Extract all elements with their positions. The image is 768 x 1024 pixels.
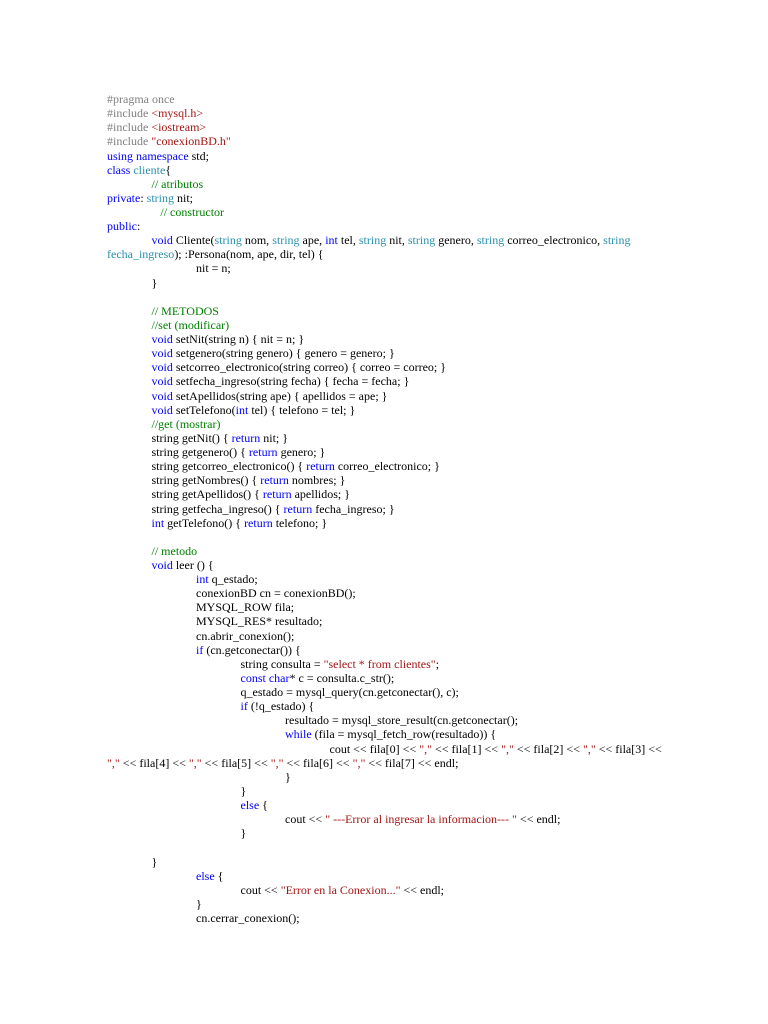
- code-line: [107, 756, 458, 770]
- code-token-default: MYSQL_ROW fila;: [196, 600, 295, 615]
- code-token-default: correo_electronico,: [504, 233, 604, 248]
- code-token-type: cliente: [133, 162, 166, 177]
- code-token-default: << fila[4] <<: [119, 755, 189, 770]
- code-token-default: setcorreo_electronico(string correo) { correo = correo; }: [172, 360, 447, 375]
- code-line: [241, 671, 395, 685]
- code-token-default: apellidos; }: [291, 487, 350, 502]
- code-line: [107, 219, 140, 233]
- code-token-type: string: [603, 233, 631, 248]
- code-line: [107, 191, 193, 205]
- code-token-keyword: else: [240, 798, 260, 812]
- code-line: [152, 332, 305, 346]
- code-token-default: }: [151, 854, 158, 869]
- code-token-default: {: [259, 798, 268, 812]
- code-token-default: setNit(string n) { nit = n; }: [172, 332, 305, 346]
- code-line: [107, 106, 203, 120]
- code-line: [285, 727, 496, 741]
- code-token-default: :: [137, 219, 141, 234]
- code-token-keyword: void: [151, 388, 173, 403]
- code-line: [152, 374, 410, 388]
- code-token-type: string: [146, 190, 175, 205]
- code-token-string: ",": [352, 755, 366, 770]
- code-line: [107, 163, 171, 177]
- code-line: [196, 572, 258, 586]
- code-token-default: setApellidos(string ape) { apellidos = ape; }: [172, 388, 388, 403]
- code-token-default: leer () {: [172, 558, 214, 572]
- code-token-default: genero; }: [277, 445, 326, 459]
- code-token-default: nit;: [174, 190, 194, 205]
- code-token-default: std;: [188, 148, 209, 163]
- code-token-keyword: const: [240, 670, 266, 685]
- code-token-type: fecha_ingreso: [107, 247, 175, 262]
- code-line: [152, 318, 230, 332]
- code-line: [152, 473, 346, 487]
- code-token-type: string: [407, 233, 436, 248]
- code-line: [107, 120, 206, 134]
- code-token-default: << fila[2] <<: [513, 741, 583, 756]
- code-token-default: }: [240, 783, 247, 798]
- code-token-default: string getApellidos() {: [151, 487, 263, 502]
- code-line: [152, 233, 631, 247]
- code-token-keyword: return: [248, 445, 278, 459]
- code-token-preprocessor: #include: [107, 106, 152, 121]
- code-line: [196, 614, 322, 628]
- code-line: [196, 586, 356, 600]
- code-token-default: {: [165, 162, 172, 177]
- code-token-comment: // metodo: [151, 543, 198, 558]
- code-line: [152, 431, 289, 445]
- code-line: [196, 897, 202, 911]
- code-token-string: ",": [501, 741, 514, 756]
- code-token-string: ",": [419, 741, 433, 756]
- code-token-default: fecha_ingreso; }: [312, 501, 395, 516]
- code-line: [152, 417, 221, 431]
- code-line: [152, 304, 219, 318]
- code-token-default: setgenero(string genero) { genero = genero; }: [172, 346, 395, 361]
- code-token-string: <iostream>: [151, 120, 207, 135]
- code-line: [241, 657, 440, 671]
- code-line: [152, 516, 328, 530]
- code-line: [152, 855, 158, 869]
- code-token-string: ",": [582, 741, 596, 756]
- code-token-type: string: [214, 233, 242, 248]
- code-token-default: conexionBD cn = conexionBD();: [196, 586, 356, 601]
- code-token-default: (fila = mysql_fetch_row(resultado)) {: [311, 727, 497, 742]
- code-token-keyword: class: [107, 162, 131, 177]
- code-token-keyword: void: [151, 346, 173, 361]
- code-token-default: cn.cerrar_conexion();: [196, 911, 300, 925]
- code-line: [152, 459, 440, 473]
- code-token-default: cout <<: [285, 812, 326, 827]
- code-token-default: nit = n;: [196, 261, 231, 276]
- code-token-default: tel) { telefono = tel; }: [248, 402, 356, 417]
- code-token-default: correo_electronico; }: [334, 459, 440, 474]
- code-token-default: string getcorreo_electronico() {: [151, 459, 307, 474]
- code-line: [241, 826, 247, 840]
- code-token-default: :: [140, 190, 147, 205]
- code-token-string: " ---Error al ingresar la informacion--- ": [325, 812, 517, 827]
- code-token-default: q_estado = mysql_query(cn.getconectar(), c);: [240, 685, 459, 699]
- code-token-comment: // atributos: [151, 176, 204, 191]
- code-token-default: string getfecha_ingreso() {: [151, 501, 284, 516]
- code-token-keyword: return: [283, 501, 313, 516]
- code-line: [196, 869, 223, 883]
- code-line: [330, 742, 662, 756]
- code-token-keyword: char: [268, 670, 290, 685]
- code-token-keyword: void: [151, 360, 173, 375]
- code-line: [241, 883, 445, 897]
- code-token-keyword: else: [196, 868, 215, 883]
- code-token-comment: //set (modificar): [151, 317, 230, 332]
- code-token-keyword: private: [107, 190, 141, 205]
- code-token-keyword: int: [235, 402, 249, 417]
- code-token-default: nom,: [241, 233, 273, 248]
- code-token-keyword: return: [262, 487, 292, 502]
- code-token-default: }: [285, 769, 291, 784]
- code-token-default: << fila[1] <<: [432, 741, 502, 756]
- code-token-default: << fila[5] <<: [201, 755, 271, 770]
- code-token-default: nit; }: [260, 430, 289, 445]
- code-token-preprocessor: #include: [107, 120, 152, 135]
- code-token-keyword: using namespace: [107, 148, 189, 163]
- code-token-string: <mysql.h>: [151, 106, 204, 121]
- code-token-type: string: [476, 233, 505, 248]
- code-token-string: ",": [270, 755, 284, 770]
- code-token-default: ;: [435, 656, 440, 671]
- code-token-default: setfecha_ingreso(string fecha) { fecha = fecha; }: [172, 374, 410, 389]
- code-line: [152, 502, 395, 516]
- code-token-type: string: [272, 233, 300, 248]
- code-token-default: setTelefono(: [172, 402, 236, 417]
- code-token-keyword: public: [107, 219, 137, 234]
- code-line: [107, 149, 209, 163]
- code-line: [241, 784, 247, 798]
- code-token-keyword: if: [196, 642, 204, 657]
- code-token-default: resultado = mysql_store_result(cn.getconectar();: [285, 713, 519, 728]
- code-line: [160, 205, 224, 219]
- code-token-default: string getNit() {: [151, 430, 232, 445]
- code-token-keyword: return: [260, 473, 289, 488]
- code-line: [241, 699, 315, 713]
- code-line: [196, 643, 301, 657]
- code-token-keyword: while: [285, 727, 312, 742]
- code-line: [107, 134, 231, 148]
- code-line: [152, 346, 395, 360]
- code-token-keyword: void: [151, 332, 173, 346]
- code-line: [285, 770, 291, 784]
- code-token-default: ); :Persona(nom, ape, dir, tel) {: [174, 247, 324, 262]
- code-token-default: ape,: [299, 233, 326, 248]
- code-token-default: << fila[3] <<: [595, 741, 662, 756]
- code-line: [152, 276, 158, 290]
- code-line: [241, 798, 268, 812]
- code-line: [196, 629, 294, 643]
- code-line: [152, 544, 198, 558]
- code-token-string: "select * from clientes": [323, 656, 436, 671]
- code-token-comment: // METODOS: [151, 303, 219, 318]
- code-token-default: string getNombres() {: [151, 473, 261, 488]
- code-token-default: (!q_estado) {: [247, 699, 315, 714]
- code-line: [241, 685, 459, 699]
- code-token-comment: // constructor: [160, 205, 225, 219]
- code-token-keyword: return: [231, 430, 261, 445]
- code-line: [152, 558, 214, 572]
- code-token-default: cout <<: [240, 882, 281, 897]
- code-token-default: {: [214, 868, 224, 883]
- code-token-keyword: if: [240, 699, 248, 714]
- code-token-string: ",": [188, 755, 202, 770]
- code-token-default: * c = consulta.c_str();: [289, 670, 395, 685]
- code-token-default: Cliente(: [172, 233, 215, 248]
- code-line: [152, 389, 388, 403]
- code-line: [152, 360, 447, 374]
- code-token-default: }: [196, 896, 202, 911]
- code-token-default: }: [151, 275, 158, 290]
- code-token-keyword: void: [151, 558, 173, 572]
- code-token-string: ",": [107, 755, 120, 770]
- code-token-default: telefono; }: [272, 515, 328, 530]
- code-token-default: cn.abrir_conexion();: [196, 628, 295, 643]
- code-token-default: nombres; }: [288, 473, 346, 488]
- code-token-string: "conexionBD.h": [151, 134, 231, 149]
- code-line: [152, 445, 326, 459]
- code-token-keyword: void: [151, 402, 173, 417]
- code-token-default: cout << fila[0] <<: [329, 741, 420, 756]
- code-token-keyword: int: [325, 233, 338, 248]
- code-token-keyword: void: [151, 374, 173, 389]
- code-token-default: string getgenero() {: [151, 445, 249, 459]
- code-token-default: << fila[7] << endl;: [365, 755, 459, 770]
- code-token-default: << endl;: [516, 812, 561, 827]
- code-token-keyword: int: [151, 515, 165, 530]
- code-token-default: genero,: [435, 233, 477, 248]
- code-line: [152, 177, 204, 191]
- code-token-string: "Error en la Conexion...": [280, 882, 401, 897]
- code-token-default: }: [240, 826, 247, 841]
- code-line: [196, 600, 294, 614]
- code-token-type: string: [358, 233, 387, 248]
- code-token-default: << fila[6] <<: [283, 755, 353, 770]
- code-line: [107, 92, 175, 106]
- code-token-keyword: return: [306, 459, 335, 474]
- code-token-keyword: int: [196, 572, 209, 587]
- code-line: [152, 403, 356, 417]
- code-token-keyword: return: [244, 515, 273, 530]
- code-token-default: nit,: [386, 233, 408, 248]
- code-line: [107, 247, 324, 261]
- code-token-preprocessor: #pragma once: [107, 92, 175, 106]
- code-token-default: getTelefono() {: [164, 515, 245, 530]
- code-token-default: MYSQL_RES* resultado;: [196, 614, 323, 629]
- code-line: [285, 713, 518, 727]
- code-token-preprocessor: #include: [107, 134, 152, 149]
- code-line: [152, 487, 351, 501]
- code-line: [196, 261, 231, 275]
- code-line: [196, 911, 300, 925]
- code-token-comment: //get (mostrar): [151, 416, 221, 431]
- code-token-default: (cn.getconectar()) {: [203, 642, 301, 657]
- code-line: [285, 812, 560, 826]
- code-token-default: q_estado;: [208, 572, 258, 587]
- code-token-keyword: void: [151, 233, 173, 248]
- code-token-default: string consulta =: [240, 656, 324, 671]
- code-token-default: << endl;: [400, 882, 444, 897]
- code-token-default: tel,: [337, 233, 359, 248]
